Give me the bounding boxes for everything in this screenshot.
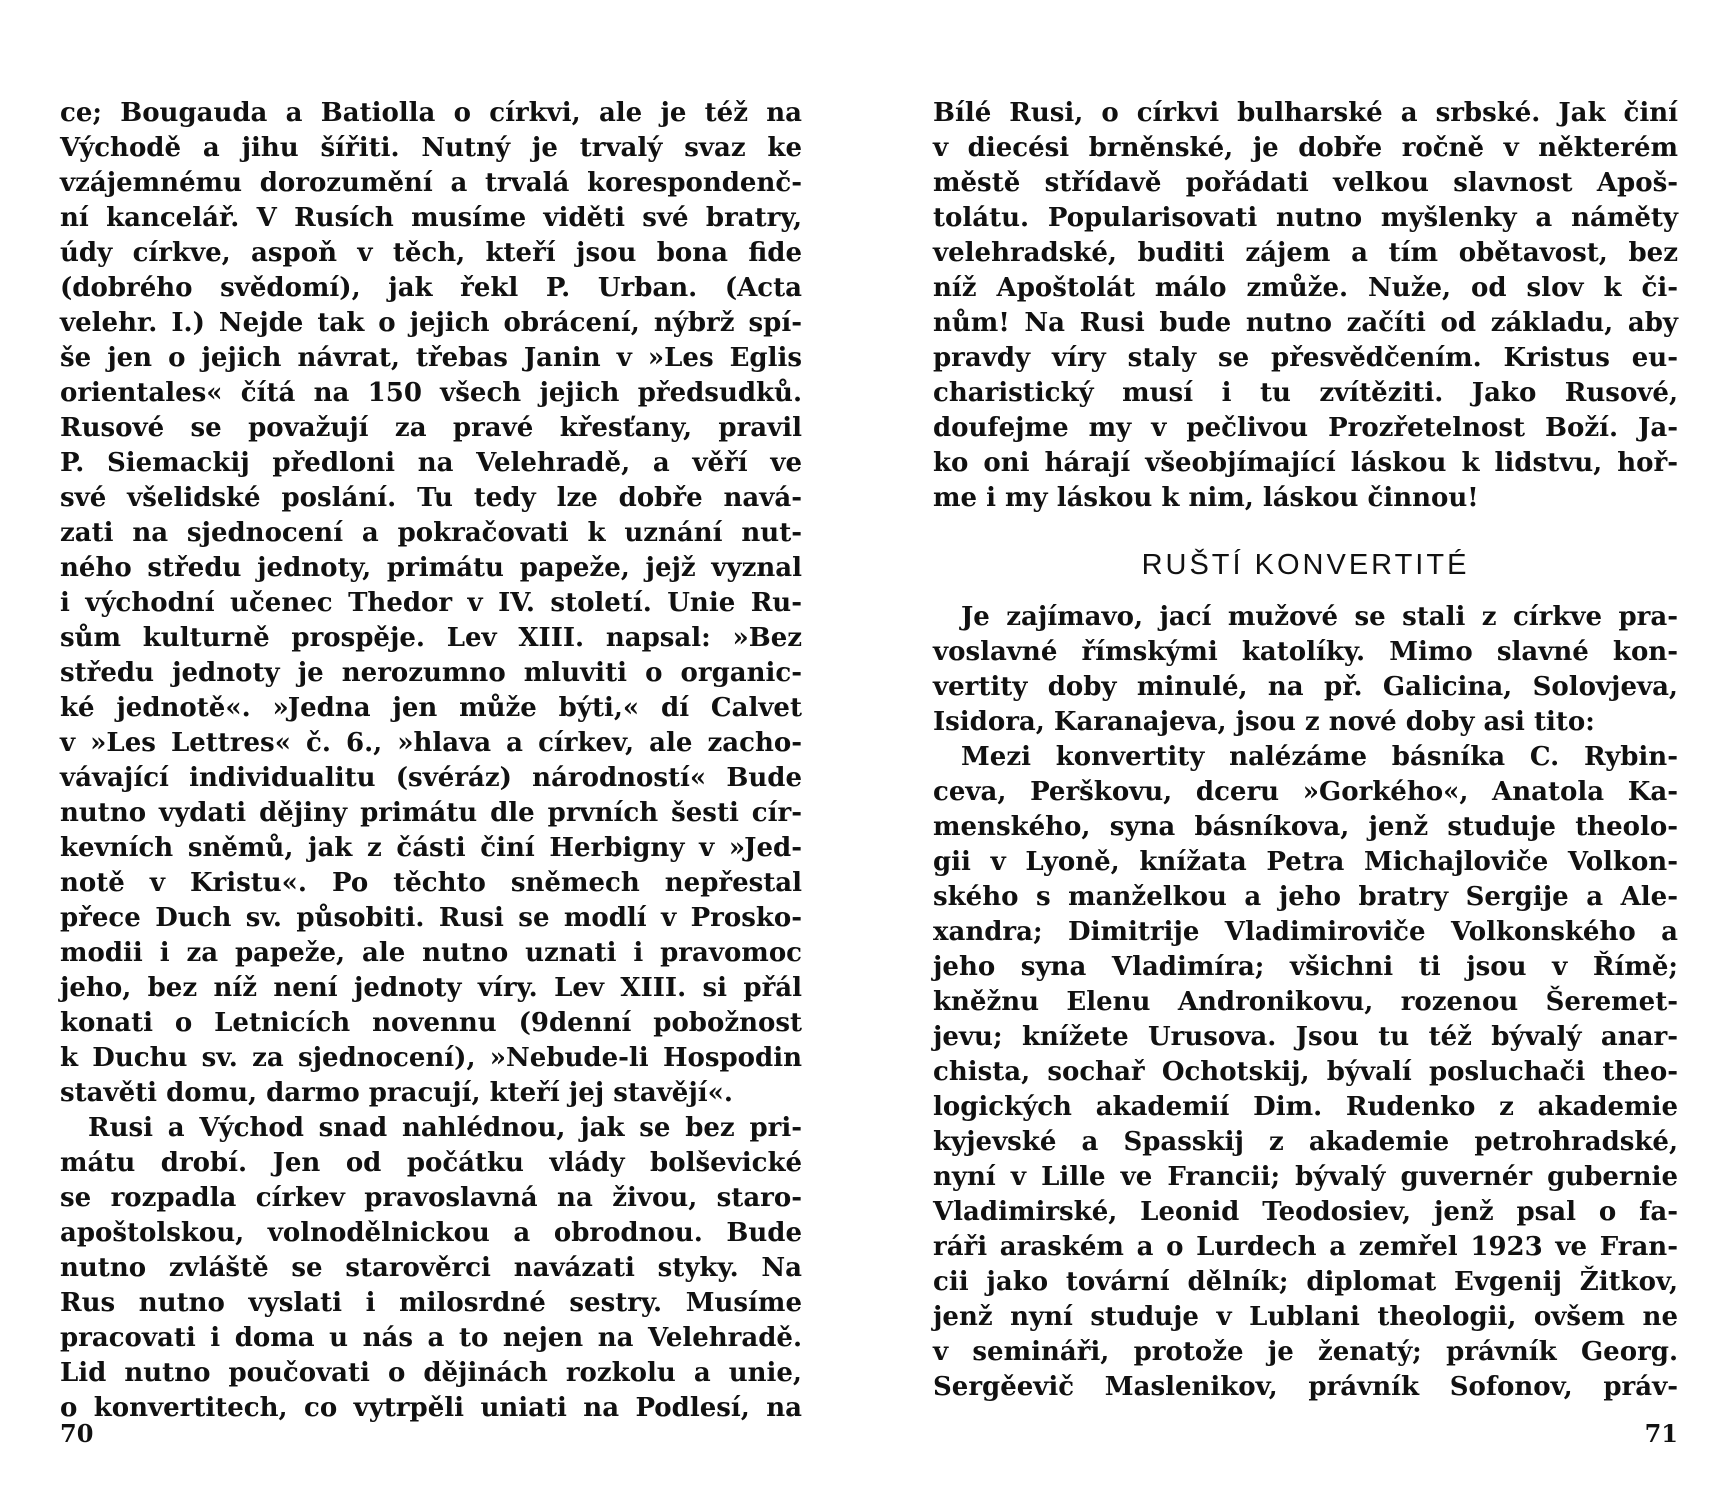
text-line: notě v Kristu«. Po těchto sněmech nepřestal bbox=[60, 868, 802, 898]
text-line: středu jednoty je nerozumno mluviti o organic- bbox=[60, 658, 802, 688]
text-line: voslavné římskými katolíky. Mimo slavné kon- bbox=[933, 637, 1678, 667]
text-line: charistický musí i tu zvítěziti. Jako Rusové, bbox=[933, 378, 1678, 408]
text-line: stavěti domu, darmo pracují, kteří jej stavějí«. bbox=[60, 1078, 733, 1108]
text-line: jeho, bez níž není jednoty víry. Lev XIII. si přál bbox=[60, 973, 802, 1003]
text-line: nům! Na Rusi bude nutno začíti od základu, aby bbox=[933, 308, 1678, 338]
text-line: Rusové se považují za pravé křesťany, pravil bbox=[60, 413, 802, 443]
text-line: tolátu. Popularisovati nutno myšlenky a náměty bbox=[933, 203, 1678, 233]
text-line: cii jako tovární dělník; diplomat Evgenij Žitkov, bbox=[933, 1267, 1678, 1297]
text-line: o konvertitech, co vytrpěli uniati na Podlesí, na bbox=[60, 1393, 802, 1423]
text-line: sům kulturně prospěje. Lev XIII. napsal: »Bez bbox=[60, 623, 802, 653]
text-line: mátu drobí. Jen od počátku vlády bolševické bbox=[60, 1148, 802, 1178]
text-line: še jen o jejich návrat, třebas Janin v »Les Eglis bbox=[60, 343, 802, 373]
text-line: chista, sochař Ochotskij, bývalí posluchači theo- bbox=[933, 1057, 1678, 1087]
text-line: Mezi konvertity nalézáme básníka C. Rybin- bbox=[961, 742, 1678, 772]
text-line: i východní učenec Thedor v IV. století. Unie Ru- bbox=[60, 588, 802, 618]
text-line: nutno vydati dějiny primátu dle prvních šesti cír- bbox=[60, 798, 802, 828]
text-line: k Duchu sv. za sjednocení), »Nebude-li Hospodin bbox=[60, 1043, 802, 1073]
text-line: níž Apoštolát málo zmůže. Nuže, od slov k či- bbox=[933, 273, 1678, 303]
text-line: gii v Lyoně, knížata Petra Michajloviče Volkon- bbox=[933, 847, 1678, 877]
text-line: Vladimirské, Leonid Teodosiev, jenž psal o fa- bbox=[933, 1197, 1678, 1227]
text-line: xandra; Dimitrije Vladimiroviče Volkonského a bbox=[933, 917, 1678, 947]
text-line: Isidora, Karanajeva, jsou z nové doby asi tito: bbox=[933, 707, 1595, 737]
text-line: Bílé Rusi, o církvi bulharské a srbské. Jak činí bbox=[933, 98, 1678, 128]
text-line: jeho syna Vladimíra; všichni ti jsou v Římě; bbox=[933, 952, 1678, 982]
text-line: doufejme my v pečlivou Prozřetelnost Boží. Ja- bbox=[933, 413, 1678, 443]
text-line: velehr. I.) Nejde tak o jejich obrácení, nýbrž spí- bbox=[60, 308, 802, 338]
text-line: vertity doby minulé, na př. Galicina, Solovjeva, bbox=[933, 672, 1678, 702]
text-line: ní kancelář. V Rusích musíme viděti své bratry, bbox=[60, 203, 802, 233]
text-line: ného středu jednoty, primátu papeže, jejž vyznal bbox=[60, 553, 802, 583]
text-line: ceva, Perškovu, dceru »Gorkého«, Anatola Ka- bbox=[933, 777, 1678, 807]
text-line: me i my láskou k nim, láskou činnou! bbox=[933, 483, 1479, 513]
text-line: zati na sjednocení a pokračovati k uznání nut- bbox=[60, 518, 802, 548]
text-line: kevních sněmů, jak z části činí Herbigny v »Jed- bbox=[60, 833, 802, 863]
text-line: ko oni hárají všeobjímající láskou k lidstvu, hoř- bbox=[933, 448, 1678, 478]
text-line: městě střídavě pořádati velkou slavnost Apoš- bbox=[933, 168, 1678, 198]
text-line: se rozpadla církev pravoslavná na živou, staro- bbox=[60, 1183, 802, 1213]
text-line: menského, syna básníkova, jenž studuje theolo- bbox=[933, 812, 1678, 842]
text-line: v semináři, protože je ženatý; právník Georg. bbox=[933, 1337, 1678, 1367]
text-line: Sergěevič Maslenikov, právník Sofonov, práv- bbox=[933, 1372, 1678, 1402]
left-page-number: 70 bbox=[60, 1419, 94, 1448]
text-line: jenž nyní studuje v Lublani theologii, ovšem ne bbox=[933, 1302, 1678, 1332]
text-line: velehradské, buditi zájem a tím obětavost, bez bbox=[933, 238, 1678, 268]
text-line: pracovati i doma u nás a to nejen na Velehradě. bbox=[60, 1323, 802, 1353]
text-line: konati o Letnicích novennu (9denní pobožnost bbox=[60, 1008, 802, 1038]
right-page-number: 71 bbox=[1644, 1419, 1678, 1448]
text-line: pravdy víry staly se přesvědčením. Kristus eu- bbox=[933, 343, 1678, 373]
right-page-paragraph-continued bbox=[933, 96, 1678, 516]
text-line: své všelidské poslání. Tu tedy lze dobře navá- bbox=[60, 483, 802, 513]
text-line: kyjevské a Spasskij z akademie petrohradské, bbox=[933, 1127, 1678, 1157]
text-line: logických akademií Dim. Rudenko z akademie bbox=[933, 1092, 1678, 1122]
right-page-section-body bbox=[933, 600, 1678, 1405]
text-line: vzájemnému dorozumění a trvalá korespondenč- bbox=[60, 168, 802, 198]
text-line: Je zajímavo, jací mužové se stali z církve pra- bbox=[961, 602, 1678, 632]
text-line: apoštolskou, volnodělnickou a obrodnou. Bude bbox=[60, 1218, 802, 1248]
text-line: kněžnu Elenu Andronikovu, rozenou Šeremet- bbox=[933, 987, 1678, 1017]
text-line: údy církve, aspoň v těch, kteří jsou bona fide bbox=[60, 238, 802, 268]
text-line: vávající individualitu (svéráz) národností« Bude bbox=[60, 763, 802, 793]
text-line: ráři araském a o Lurdech a zemřel 1923 ve Fran- bbox=[933, 1232, 1678, 1262]
text-line: ké jednotě«. »Jedna jen může býti,« dí Calvet bbox=[60, 693, 802, 723]
text-line: přece Duch sv. působiti. Rusi se modlí v Prosko- bbox=[60, 903, 802, 933]
text-line: ce; Bougauda a Batiolla o církvi, ale je též na bbox=[60, 98, 802, 128]
text-line: ského s manželkou a jeho bratry Sergije a Ale- bbox=[933, 882, 1678, 912]
text-line: Rus nutno vyslati i milosrdné sestry. Musíme bbox=[60, 1288, 802, 1318]
text-line: jevu; knížete Urusova. Jsou tu též bývalý anar- bbox=[933, 1022, 1678, 1052]
text-line: Lid nutno poučovati o dějinách rozkolu a unie, bbox=[60, 1358, 802, 1388]
text-line: v »Les Lettres« č. 6., »hlava a církev, ale zacho- bbox=[60, 728, 802, 758]
text-line: nyní v Lille ve Francii; bývalý guvernér gubernie bbox=[933, 1162, 1678, 1192]
right-page bbox=[858, 0, 1716, 1500]
text-line: Rusi a Východ snad nahlédnou, jak se bez pri- bbox=[88, 1113, 802, 1143]
text-line: (dobrého svědomí), jak řekl P. Urban. (Acta bbox=[60, 273, 802, 303]
text-line: Východě a jihu šířiti. Nutný je trvalý svaz ke bbox=[60, 133, 802, 163]
text-line: orientales« čítá na 150 všech jejich předsudků. bbox=[60, 378, 802, 408]
text-line: v diecési brněnské, je dobře ročně v některém bbox=[933, 133, 1678, 163]
section-heading: RUŠTÍ KONVERTITÉ bbox=[1141, 549, 1470, 581]
text-line: P. Siemackij předloni na Velehradě, a věří ve bbox=[60, 448, 802, 478]
left-page-text bbox=[60, 96, 802, 1426]
text-line: modii i za papeže, ale nutno uznati i pravomoc bbox=[60, 938, 802, 968]
right-page-text bbox=[933, 96, 1678, 1405]
text-line: nutno zvláště se starověrci navázati styky. Na bbox=[60, 1253, 802, 1283]
